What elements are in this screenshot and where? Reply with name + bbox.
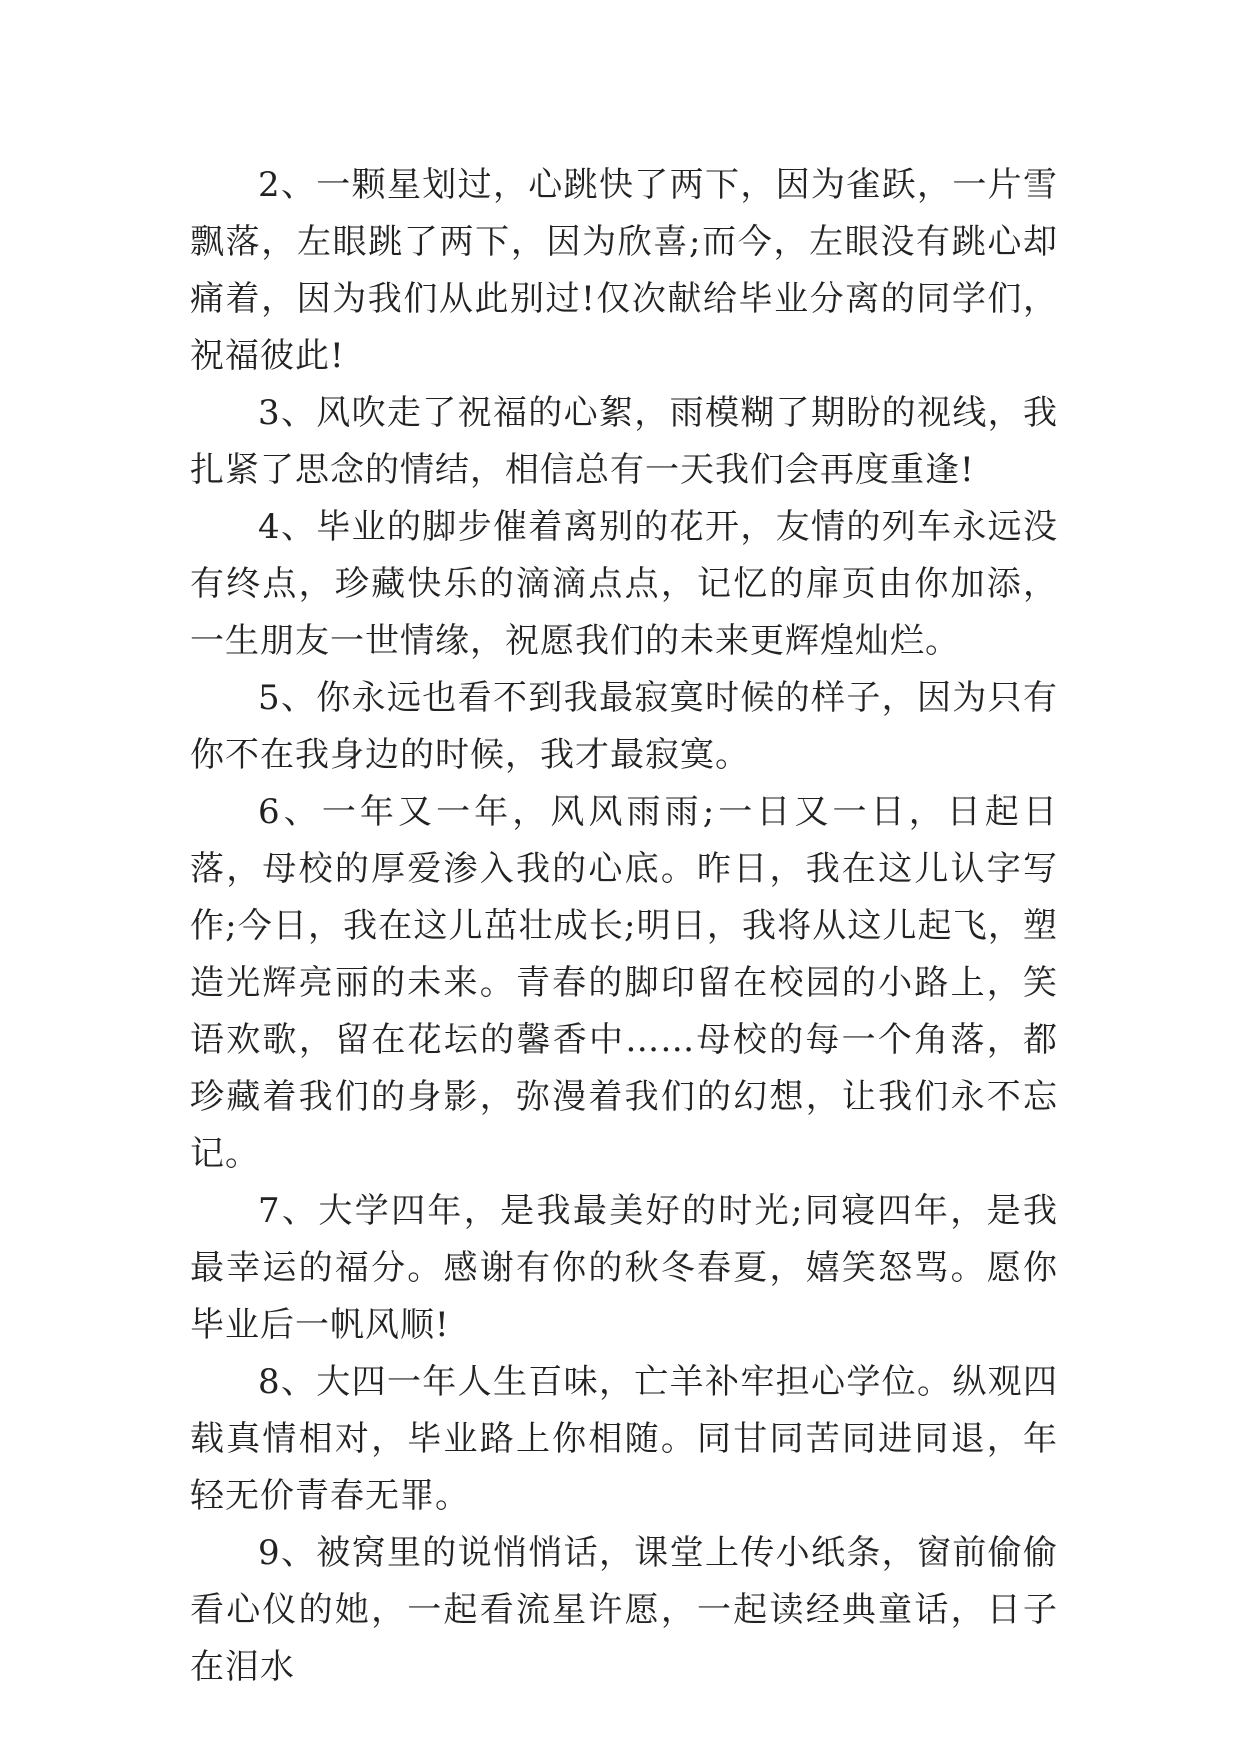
paragraph-8: 8、大四一年人生百味，亡羊补牢担心学位。纵观四载真情相对，毕业路上你相随。同甘同苦同进同退，年轻无价青春无罪。 — [190, 1362, 1058, 1516]
paragraph-6: 6、一年又一年，风风雨雨;一日又一日，日起日落，母校的厚爱渗入我的心底。昨日，我在这儿认字写作;今日，我在这儿茁壮成长;明日，我将从这儿起飞，塑造光辉亮丽的未来。青春的脚印留在校园的小路上，笑语欢歌，留在花坛的馨香中……母校的每一个角落，都珍藏着我们的身影，弥漫着我们的幻想，让我们永不忘记。 — [190, 792, 1058, 1174]
paragraph-5: 5、你永远也看不到我最寂寞时候的样子，因为只有你不在我身边的时候，我才最寂寞。 — [190, 678, 1058, 775]
paragraph-2: 2、一颗星划过，心跳快了两下，因为雀跃，一片雪飘落，左眼跳了两下，因为欣喜;而今，左眼没有跳心却痛着，因为我们从此别过!仅次献给毕业分离的同学们，祝福彼此! — [190, 165, 1058, 376]
paragraph-4: 4、毕业的脚步催着离别的花开，友情的列车永远没有终点，珍藏快乐的滴滴点点，记忆的扉页由你加添，一生朋友一世情缘，祝愿我们的未来更辉煌灿烂。 — [190, 507, 1058, 661]
paragraph-3: 3、风吹走了祝福的心絮，雨模糊了期盼的视线，我扎紧了思念的情结，相信总有一天我们会再度重逢! — [190, 393, 1058, 490]
paragraph-9: 9、被窝里的说悄悄话，课堂上传小纸条，窗前偷偷看心仪的她，一起看流星许愿，一起读经典童话，日子在泪水 — [190, 1533, 1058, 1687]
paragraph-7: 7、大学四年，是我最美好的时光;同寝四年，是我最幸运的福分。感谢有你的秋冬春夏，嬉笑怒骂。愿你毕业后一帆风顺! — [190, 1191, 1058, 1345]
document-body — [190, 157, 1058, 1696]
